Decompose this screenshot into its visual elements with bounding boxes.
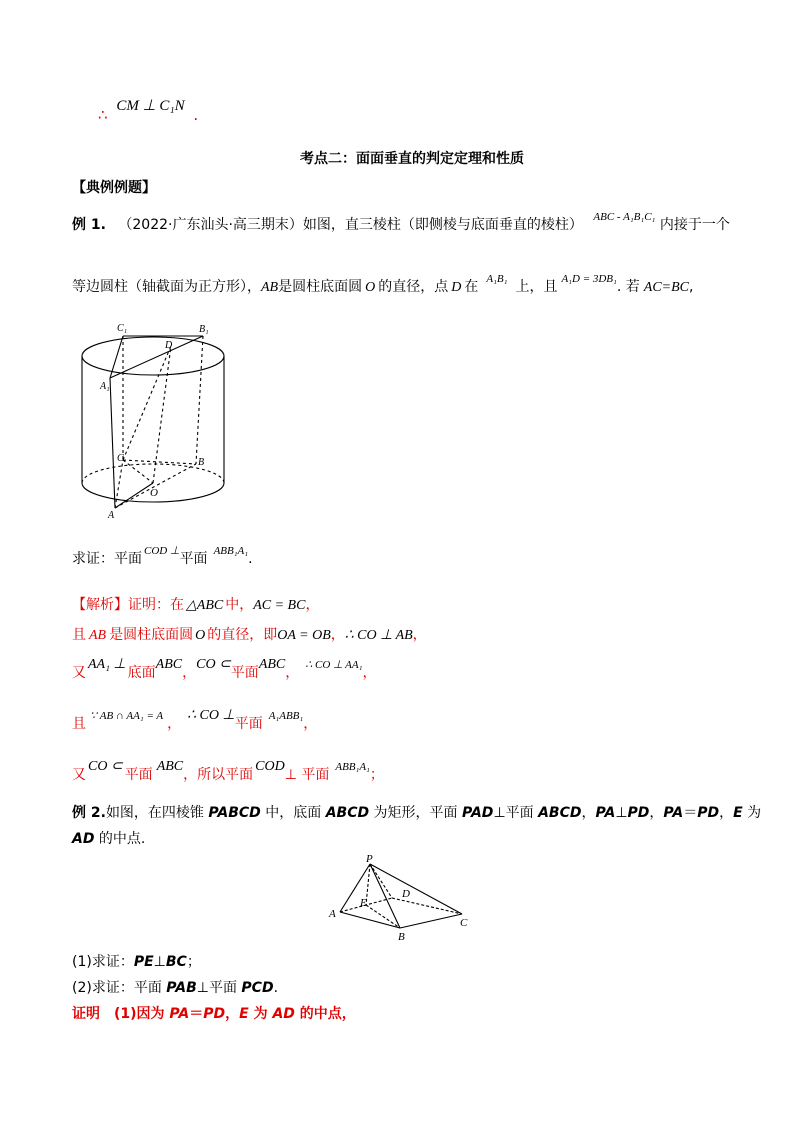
triangle-abc: △ABC xyxy=(186,598,224,613)
solution-text: ， xyxy=(285,665,300,681)
ex1-d: D xyxy=(451,280,462,295)
ex2-pd: PD xyxy=(627,805,650,821)
solution-text: 中， xyxy=(225,597,254,613)
cylinder-figure xyxy=(75,318,235,523)
base-abc: ABC xyxy=(155,657,183,672)
ex2-pabcd: PABCD xyxy=(208,805,261,821)
proof-text: 为 xyxy=(248,1006,273,1022)
ex2-e: E xyxy=(733,805,743,821)
ex2-line2 xyxy=(72,828,145,848)
solution-line-2 xyxy=(72,624,427,644)
q-bc: BC xyxy=(165,954,187,970)
label-d: D xyxy=(402,888,410,900)
solution-text: 的直径，即 xyxy=(207,627,278,643)
q-pab: PAB xyxy=(166,980,197,996)
proof-pa: PA xyxy=(169,1006,190,1022)
label-b1: B₁ xyxy=(199,324,209,335)
ex2-text: ， xyxy=(581,805,596,821)
ex1-text: 在 xyxy=(464,279,479,295)
proof-text: 的中点， xyxy=(294,1006,356,1022)
q-pe: PE xyxy=(133,954,154,970)
label-a1: A₁ xyxy=(100,381,110,392)
ex2-ad: AD xyxy=(72,831,95,847)
proof-e: E xyxy=(239,1006,249,1022)
q-text: . xyxy=(273,980,279,996)
ex2-text: ⊥平面 xyxy=(493,805,539,821)
label-c: C xyxy=(117,453,124,464)
ex1-line2 xyxy=(72,273,694,296)
ex1-o: O xyxy=(365,280,376,295)
ex1-prove xyxy=(72,545,253,568)
prove-text: 平面 xyxy=(179,551,208,567)
ex2-text: ， xyxy=(649,805,664,821)
aa1-perp: AA₁ ⊥ xyxy=(88,657,126,672)
solution-text: 平面 xyxy=(124,767,153,783)
ex1-source: （2022·广东汕头·高三期末）如图，直三棱柱（即侧棱与底面垂直的棱柱） xyxy=(118,217,583,233)
solution-text: ， xyxy=(182,665,197,681)
q-text: ⊥ xyxy=(153,954,166,970)
ex2-pad: PAD xyxy=(462,805,494,821)
ex2-pa: PA xyxy=(595,805,616,821)
co-perp-aa1: ∴ CO ⊥ AA₁ xyxy=(305,659,363,671)
ex1-text: 上，且 xyxy=(515,279,558,295)
proof-ad: AD xyxy=(272,1006,295,1022)
label-b: B xyxy=(198,457,205,468)
q-text: (2)求证：平面 xyxy=(72,980,167,996)
solution-line-3 xyxy=(72,657,377,682)
label-b: B xyxy=(398,931,405,942)
ex2-text: 为 xyxy=(742,805,762,821)
plane-abb1a1: ABB₁A₁ xyxy=(213,545,249,557)
solution-line-4 xyxy=(72,708,318,733)
solution-text: 证明：在 xyxy=(128,597,184,613)
ex1-ab: AB xyxy=(261,280,279,295)
label-p: P xyxy=(366,853,373,865)
typical-header: 【典例例题】 xyxy=(72,180,156,196)
ex1-text: 是圆柱底面圆 xyxy=(278,279,363,295)
solution-line-5 xyxy=(72,759,384,784)
ex2-text: 如图，在四棱锥 xyxy=(105,805,209,821)
solution-text: ， xyxy=(303,716,318,732)
co-subset: CO ⊂ xyxy=(196,657,231,672)
therefore-symbol: ∴ xyxy=(98,106,108,124)
solution-text: 又 xyxy=(72,767,86,783)
proof-text: ＝ xyxy=(189,1006,204,1022)
solution-text: 底面 xyxy=(127,665,156,681)
section-title: 考点二：面面垂直的判定定理和性质 xyxy=(300,151,524,167)
co-perp-ab: ∴ CO ⊥ AB xyxy=(344,628,413,643)
solution-text: 是圆柱底面圆 xyxy=(109,627,194,643)
ex1-text: 的直径，点 xyxy=(378,279,449,295)
solution-text: ， xyxy=(362,665,377,681)
solution-text: 又 xyxy=(72,665,86,681)
q-pcd: PCD xyxy=(241,980,274,996)
solution-text: ， xyxy=(412,627,427,643)
label-c1: C₁ xyxy=(117,323,128,334)
seg-ab: AB xyxy=(89,628,107,643)
top-formula: CM ⊥ C₁N xyxy=(116,98,185,114)
ex1-prism: ABC - A₁B₁C₁ xyxy=(593,211,656,223)
proof-pd: PD xyxy=(203,1006,226,1022)
ex1-label: 例 1. xyxy=(72,217,106,233)
ex1-condition: A₁D = 3DB₁ xyxy=(561,273,617,285)
solution-text: 且 xyxy=(72,716,86,732)
ex1-inscribed: 内接于一个 xyxy=(659,217,730,233)
circle-o: O xyxy=(195,628,206,643)
solution-text: 平面 xyxy=(230,665,259,681)
prove-text: . xyxy=(248,551,253,567)
label-c: C xyxy=(460,917,468,929)
proof-text: ， xyxy=(225,1006,240,1022)
plane-abc: ABC xyxy=(258,657,286,672)
solution-text: 平面 xyxy=(234,716,263,732)
q-text: ⊥平面 xyxy=(196,980,242,996)
ex2-proof-start xyxy=(72,1003,356,1023)
eq-oa-ob: OA = OB xyxy=(277,628,331,643)
ex1-line1 xyxy=(72,211,730,234)
ex2-text: ⊥ xyxy=(615,805,628,821)
ab-cap-aa1: ∵ AB ∩ AA₁ = A xyxy=(90,710,164,722)
ex2-abcd: ABCD xyxy=(325,805,370,821)
solution-text: ， xyxy=(330,627,345,643)
solution-text: ，所以平面 xyxy=(183,767,254,783)
plane-abc: ABC xyxy=(156,759,184,774)
eq-ac-bc: AC = BC xyxy=(253,598,306,613)
ex2-text: ， xyxy=(719,805,734,821)
ex1-text: 等边圆柱（轴截面为正方形）， xyxy=(72,279,261,295)
ex2-text: 的中点. xyxy=(94,831,146,847)
ex2-question-2 xyxy=(72,977,278,997)
ex1-text: . 若 xyxy=(616,279,640,295)
solution-text: ， xyxy=(305,597,320,613)
solution-text: 且 xyxy=(72,627,86,643)
ex2-line1 xyxy=(72,802,761,822)
solution-text: ⊥ 平面 xyxy=(284,767,330,783)
ex2-pd: PD xyxy=(697,805,720,821)
ex2-text: ＝ xyxy=(683,805,698,821)
label-d: D xyxy=(165,340,173,351)
ex2-text: 中，底面 xyxy=(260,805,326,821)
q-text: ； xyxy=(186,954,201,970)
plane-cod: COD ⊥ xyxy=(144,545,180,557)
ex2-question-1 xyxy=(72,951,201,971)
ex2-label: 例 2. xyxy=(72,805,106,821)
prove-text: 求证：平面 xyxy=(72,551,142,567)
co-subset: CO ⊂ xyxy=(88,759,123,774)
pyramid-figure xyxy=(326,850,478,942)
proof-text: 证明 (1)因为 xyxy=(72,1006,170,1022)
label-e: E xyxy=(360,897,367,909)
ex1-text: , xyxy=(689,279,694,295)
solution-text: ， xyxy=(167,716,182,732)
top-period: . xyxy=(193,106,199,124)
label-o: O xyxy=(150,487,158,499)
q-text: (1)求证： xyxy=(72,954,134,970)
label-a: A xyxy=(329,908,336,920)
solution-text: ； xyxy=(369,767,384,783)
plane-cod: COD xyxy=(255,759,285,774)
ex2-text: 为矩形，平面 xyxy=(369,805,462,821)
ex1-a1b1: A₁B₁ xyxy=(486,273,508,285)
label-a: A xyxy=(108,510,115,521)
plane-abb1a1: ABB₁A₁ xyxy=(335,761,370,773)
co-perp: ∴ CO ⊥ xyxy=(187,708,235,723)
solution-tag: 【解析】 xyxy=(72,597,128,613)
ex1-acbc: AC=BC xyxy=(643,280,689,295)
plane-a1abb1: A₁ABB₁ xyxy=(268,710,304,722)
ex2-abcd: ABCD xyxy=(538,805,582,821)
ex2-pa: PA xyxy=(663,805,684,821)
top-conclusion xyxy=(98,96,199,124)
solution-line-1 xyxy=(72,594,319,614)
